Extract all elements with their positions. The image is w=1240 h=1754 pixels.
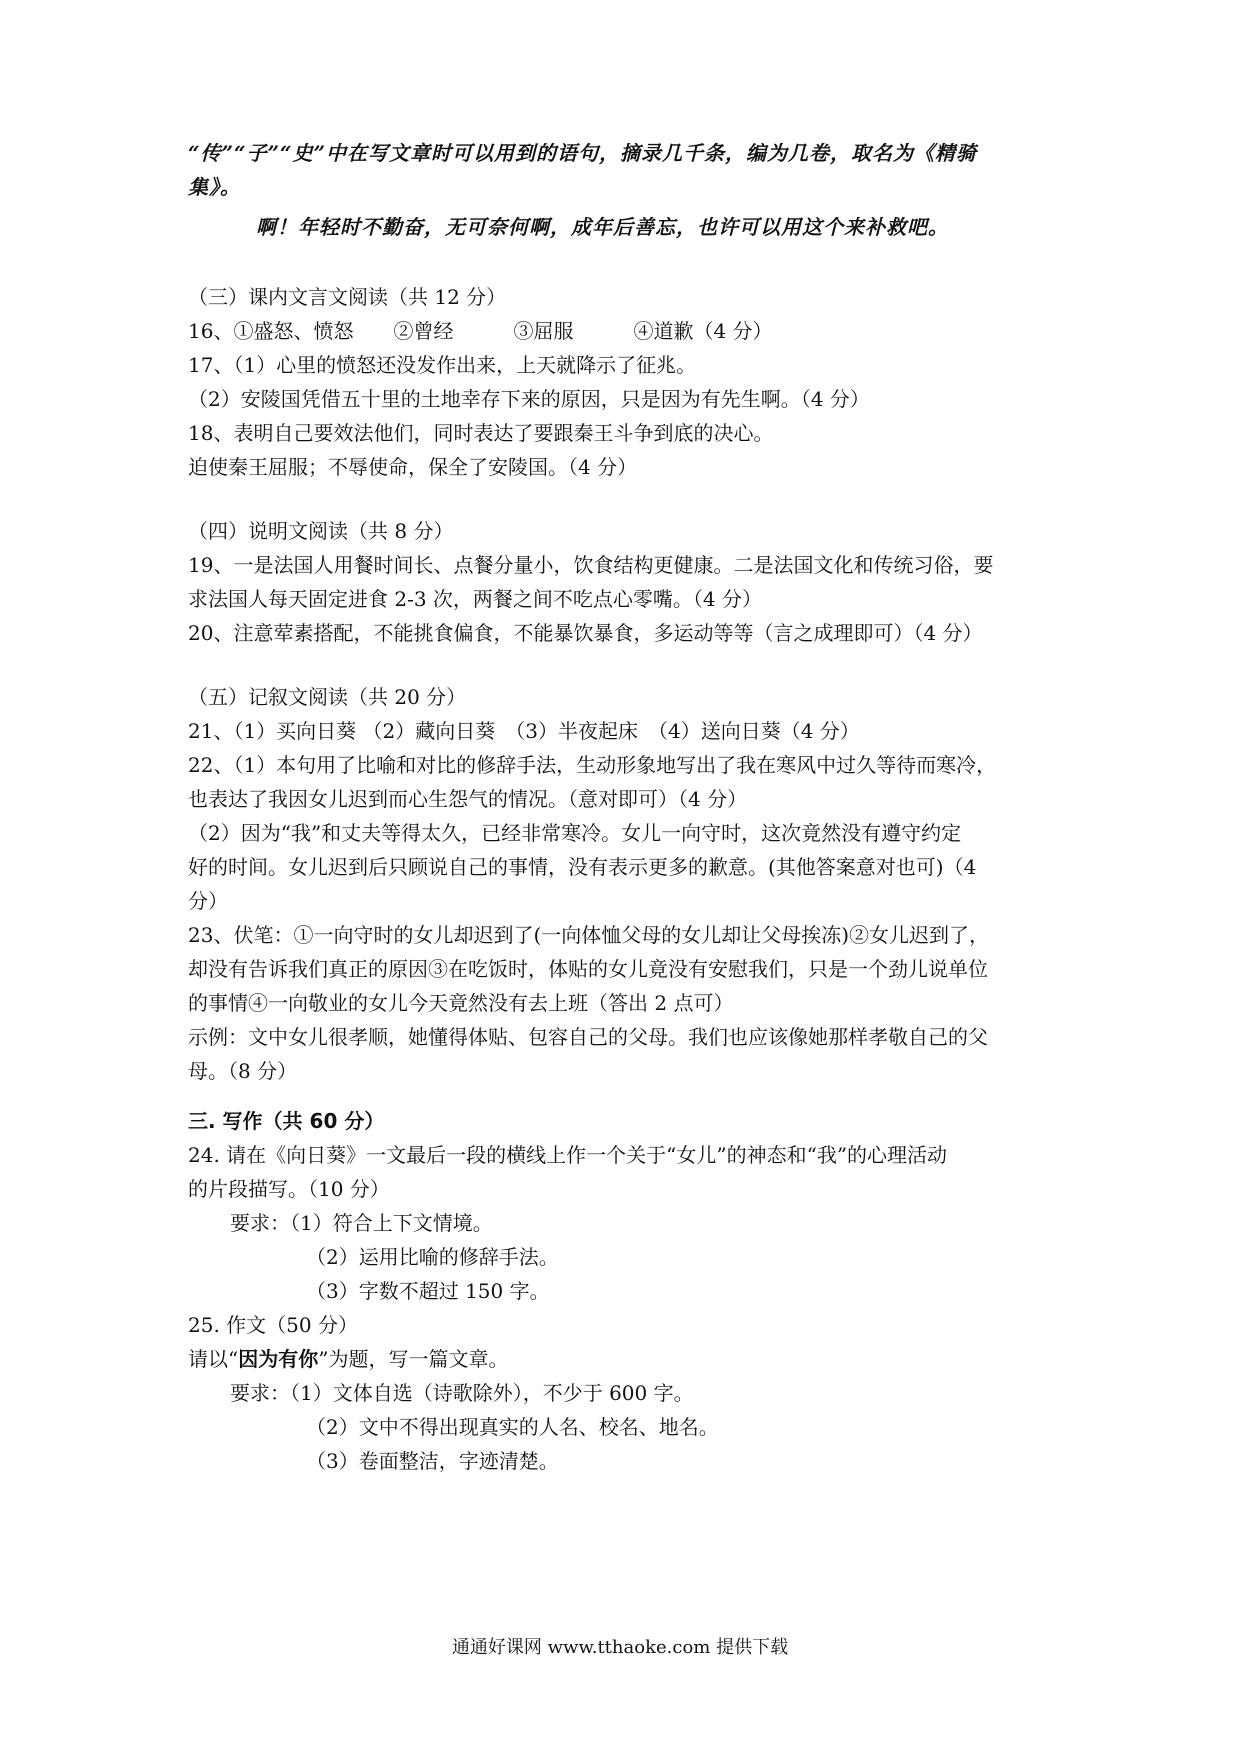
answer-18-2: 迫使秦王屈服；不辱使命，保全了安陵国。（4 分） xyxy=(188,455,638,479)
answer-22-5: 分） xyxy=(188,889,228,913)
answer-22-1: 22、（1）本句用了比喻和对比的修辞手法，生动形象地写出了我在寒风中过久等待而寒冷， xyxy=(188,753,997,777)
answer-16: 16、①盛怒、愤怒 ②曾经 ③屈服 ④道歉（4 分） xyxy=(188,319,773,343)
answer-23-4: 示例：文中女儿很孝顺，她懂得体贴、包容自己的父母。我们也应该像她那样孝敬自己的父 xyxy=(188,1025,988,1049)
essay-title: 因为有你 xyxy=(238,1347,319,1371)
question-25-1: 25. 作文（50 分） xyxy=(188,1313,358,1337)
page-footer: 通通好课网 www.tthaoke.com 提供下载 xyxy=(451,1637,789,1658)
intro-line-2: 集》。 xyxy=(188,175,241,199)
answer-22-2: 也表达了我因女儿迟到而心生怨气的情况。（意对即可）（4 分） xyxy=(188,787,748,811)
answer-17-1: 17、（1）心里的愤怒还没发作出来，上天就降示了征兆。 xyxy=(188,353,697,377)
answer-19-1: 19、一是法国人用餐时间长、点餐分量小，饮食结构更健康。二是法国文化和传统习俗，要 xyxy=(188,553,994,577)
question-25-2 xyxy=(188,1342,1068,1376)
question-24-requirement-3: （3）字数不超过 150 字。 xyxy=(306,1279,550,1303)
answer-17-2: （2）安陵国凭借五十里的土地幸存下来的原因，只是因为有先生啊。（4 分） xyxy=(188,387,870,411)
writing-section-title: 三. 写作（共 60 分） xyxy=(188,1109,385,1133)
section-3-title: （三）课内文言文阅读（共 12 分） xyxy=(188,285,507,309)
answer-23-5: 母。（8 分） xyxy=(188,1059,298,1083)
answer-18-1: 18、表明自己要效法他们，同时表达了要跟秦王斗争到底的决心。 xyxy=(188,421,774,445)
essay-prompt-suffix: ”为题，写一篇文章。 xyxy=(318,1347,509,1371)
answer-22-3: （2）因为“我”和丈夫等得太久，已经非常寒冷。女儿一向守时，这次竟然没有遵守约定 xyxy=(188,821,962,845)
essay-prompt-prefix: 请以“ xyxy=(188,1347,239,1371)
question-24-requirement-2: （2）运用比喻的修辞手法。 xyxy=(306,1245,559,1269)
answer-22-4: 好的时间。女儿迟到后只顾说自己的事情，没有表示更多的歉意。(其他答案意对也可)（4 xyxy=(188,855,977,879)
answer-19-2: 求法国人每天固定进食 2-3 次，两餐之间不吃点心零嘴。（4 分） xyxy=(188,587,763,611)
question-25-requirement-3: （3）卷面整洁，字迹清楚。 xyxy=(306,1449,559,1473)
answer-20: 20、注意荤素搭配，不能挑食偏食，不能暴饮暴食，多运动等等（言之成理即可）（4 分） xyxy=(188,621,983,645)
section-4-title: （四）说明文阅读（共 8 分） xyxy=(188,519,454,543)
question-25-requirement-1: 要求：（1）文体自选（诗歌除外），不少于 600 字。 xyxy=(230,1381,694,1405)
question-24-2: 的片段描写。（10 分） xyxy=(188,1177,390,1201)
question-24-1: 24. 请在《向日葵》一文最后一段的横线上作一个关于“女儿”的神态和“我”的心理活动 xyxy=(188,1143,948,1167)
question-24-requirement-1: 要求：（1）符合上下文情境。 xyxy=(230,1211,493,1235)
section-5-title: （五）记叙文阅读（共 20 分） xyxy=(188,685,467,709)
intro-line-3: 啊！年轻时不勤奋，无可奈何啊，成年后善忘，也许可以用这个来补救吧。 xyxy=(256,215,949,239)
question-25-requirement-2: （2）文中不得出现真实的人名、校名、地名。 xyxy=(306,1415,719,1439)
answer-23-3: 的事情④一向敬业的女儿今天竟然没有去上班（答出 2 点可） xyxy=(188,991,734,1015)
answer-21: 21、（1）买向日葵 （2）藏向日葵 （3）半夜起床 （4）送向日葵（4 分） xyxy=(188,719,860,743)
answer-23-1: 23、伏笔：①一向守时的女儿却迟到了(一向体恤父母的女儿却让父母挨冻)②女儿迟到了， xyxy=(188,923,990,947)
answer-23-2: 却没有告诉我们真正的原因③在吃饭时，体贴的女儿竟没有安慰我们，只是一个劲儿说单位 xyxy=(188,957,988,981)
intro-line-1: “传”“子”“史”中在写文章时可以用到的语句，摘录几千条，编为几卷，取名为《精骑 xyxy=(188,141,978,165)
